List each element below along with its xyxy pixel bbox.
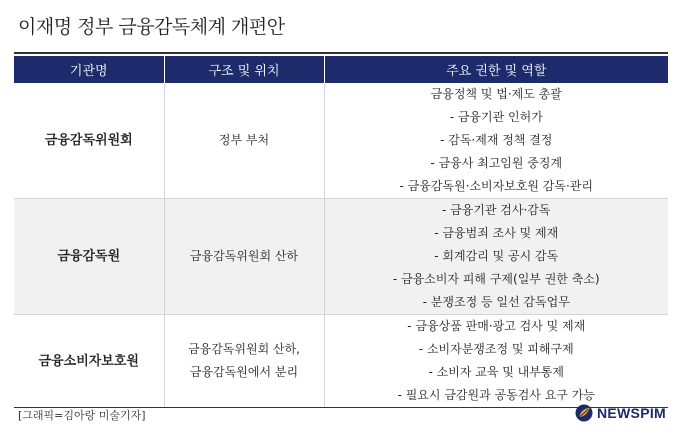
role-line: - 금융감독원·소비자보호원 감독·관리 [399, 179, 593, 193]
structure-line: 정부 부처 [218, 133, 270, 147]
agency-structure [164, 315, 324, 408]
header-roles: 주요 권한 및 역할 [324, 56, 668, 83]
role-line: - 금융기관 검사·감독 [441, 203, 551, 217]
table-row [14, 83, 668, 199]
table-row [14, 315, 668, 408]
table-row [14, 199, 668, 315]
header-structure: 구조 및 위치 [164, 56, 324, 83]
role-line: 금융정책 및 법·제도 총괄 [430, 87, 562, 101]
agency-name: 금융감독원 [14, 199, 164, 315]
title-divider [14, 52, 668, 54]
agency-roles [324, 199, 668, 315]
graphic-credit: [그래픽=김아랑 미술기자] [18, 409, 146, 422]
header-agency: 기관명 [14, 56, 164, 83]
agency-structure [164, 199, 324, 315]
role-line: - 금융기관 인허가 [449, 110, 543, 124]
structure-line: 금융감독원에서 분리 [189, 365, 299, 379]
role-line: - 금융사 최고임원 중징계 [430, 156, 563, 170]
table-header-row [14, 56, 668, 83]
role-line: - 금융소비자 피해 구제(일부 권한 축소) [392, 272, 600, 286]
newspim-leaf-icon [575, 404, 593, 422]
page-title: 이재명 정부 금융감독체계 개편안 [18, 16, 285, 38]
role-line: - 감독·제재 정책 결정 [440, 133, 553, 147]
role-line: - 소비자분쟁조정 및 피해구제 [418, 342, 574, 356]
newspim-logo [575, 402, 666, 424]
role-line: - 필요시 금감원과 공동검사 요구 가능 [397, 388, 595, 402]
supervision-table [14, 56, 668, 408]
role-line: - 회계감리 및 공시 감독 [434, 249, 559, 263]
agency-name: 금융소비자보호원 [14, 315, 164, 408]
agency-structure [164, 83, 324, 199]
role-line: - 금융범죄 조사 및 제재 [434, 226, 559, 240]
agency-roles [324, 83, 668, 199]
role-line: - 금융상품 판매·광고 검사 및 제재 [407, 319, 586, 333]
role-line: - 소비자 교육 및 내부통제 [428, 365, 564, 379]
agency-name: 금융감독위원회 [14, 83, 164, 199]
structure-line: 금융감독위원회 산하, [188, 342, 300, 356]
role-line: - 분쟁조정 등 일선 감독업무 [422, 295, 570, 309]
structure-line: 금융감독위원회 산하 [189, 249, 299, 263]
agency-roles [324, 315, 668, 408]
logo-text: NEWSPIM [597, 405, 666, 421]
